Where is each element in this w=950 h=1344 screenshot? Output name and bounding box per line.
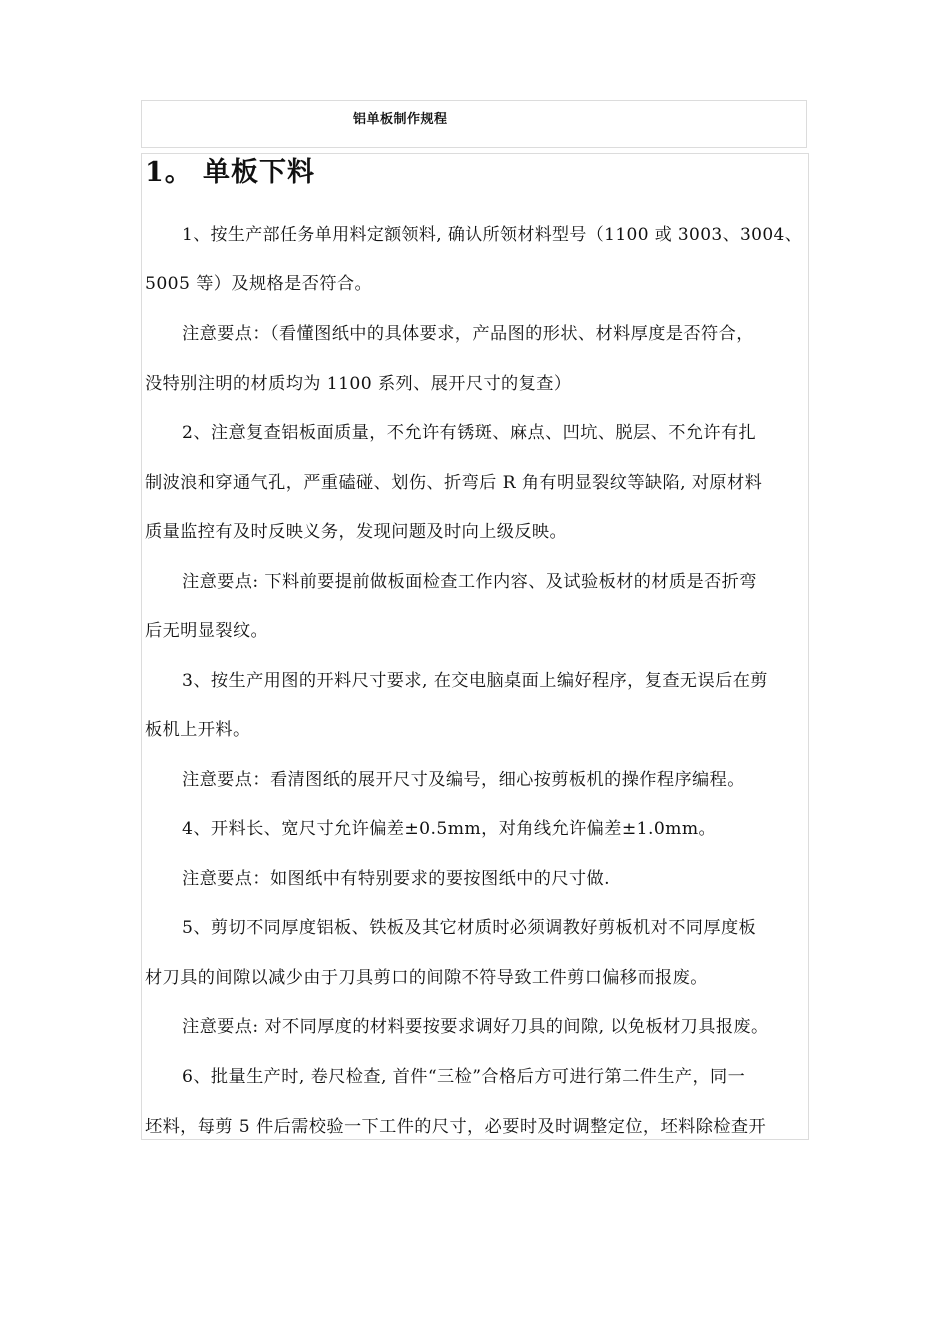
- text-line: 注意要点：如图纸中有特别要求的要按图纸中的尺寸做.: [182, 869, 610, 889]
- document-body: [141, 153, 809, 1140]
- section-heading: [145, 153, 315, 189]
- section-title: 单板下料: [203, 157, 315, 188]
- document-header: [141, 100, 807, 148]
- text-line: 后无明显裂纹。: [145, 621, 269, 641]
- text-line: 没特别注明的材质均为 1100 系列、展开尺寸的复查）: [145, 374, 572, 394]
- text-line: 3、按生产用图的开料尺寸要求, 在交电脑桌面上编好程序，复查无误后在剪: [182, 671, 768, 691]
- text-line: 注意要点: 下料前要提前做板面检查工作内容、及试验板材的材质是否折弯: [182, 572, 757, 592]
- text-line: 板机上开料。: [145, 720, 251, 740]
- text-line: 注意要点：看清图纸的展开尺寸及编号，细心按剪板机的操作程序编程。: [182, 770, 745, 790]
- text-line: 6、批量生产时, 卷尺检查, 首件“三检”合格后方可进行第二件生产，同一: [182, 1067, 746, 1087]
- text-line: 坯料，每剪 5 件后需校验一下工件的尺寸，必要时及时调整定位，坯料除检查开: [145, 1117, 767, 1137]
- text-line: 制波浪和穿通气孔，严重磕碰、划伤、折弯后 R 角有明显裂纹等缺陷, 对原材料: [145, 473, 763, 493]
- text-line: 5、剪切不同厚度铝板、铁板及其它材质时必须调教好剪板机对不同厚度板: [182, 918, 757, 938]
- text-line: 材刀具的间隙以减少由于刀具剪口的间隙不符导致工件剪口偏移而报废。: [145, 968, 708, 988]
- document-title: 铝单板制作规程: [353, 112, 448, 127]
- text-line: 注意要点：（看懂图纸中的具体要求，产品图的形状、材料厚度是否符合，: [182, 324, 754, 344]
- text-line: 4、开料长、宽尺寸允许偏差±0.5mm，对角线允许偏差±1.0mm。: [182, 819, 717, 839]
- text-line: 1、按生产部任务单用料定额领料, 确认所领材料型号（1100 或 3003、3004、: [182, 225, 803, 245]
- text-line: 质量监控有及时反映义务，发现问题及时向上级反映。: [145, 522, 568, 542]
- text-line: 2、注意复查铝板面质量，不允许有锈斑、麻点、凹坑、脱层、不允许有扎: [182, 423, 757, 443]
- text-line: 注意要点: 对不同厚度的材料要按要求调好刀具的间隙, 以免板材刀具报废。: [182, 1017, 769, 1037]
- section-number: 1。: [145, 157, 193, 188]
- text-line: 5005 等）及规格是否符合。: [145, 274, 373, 294]
